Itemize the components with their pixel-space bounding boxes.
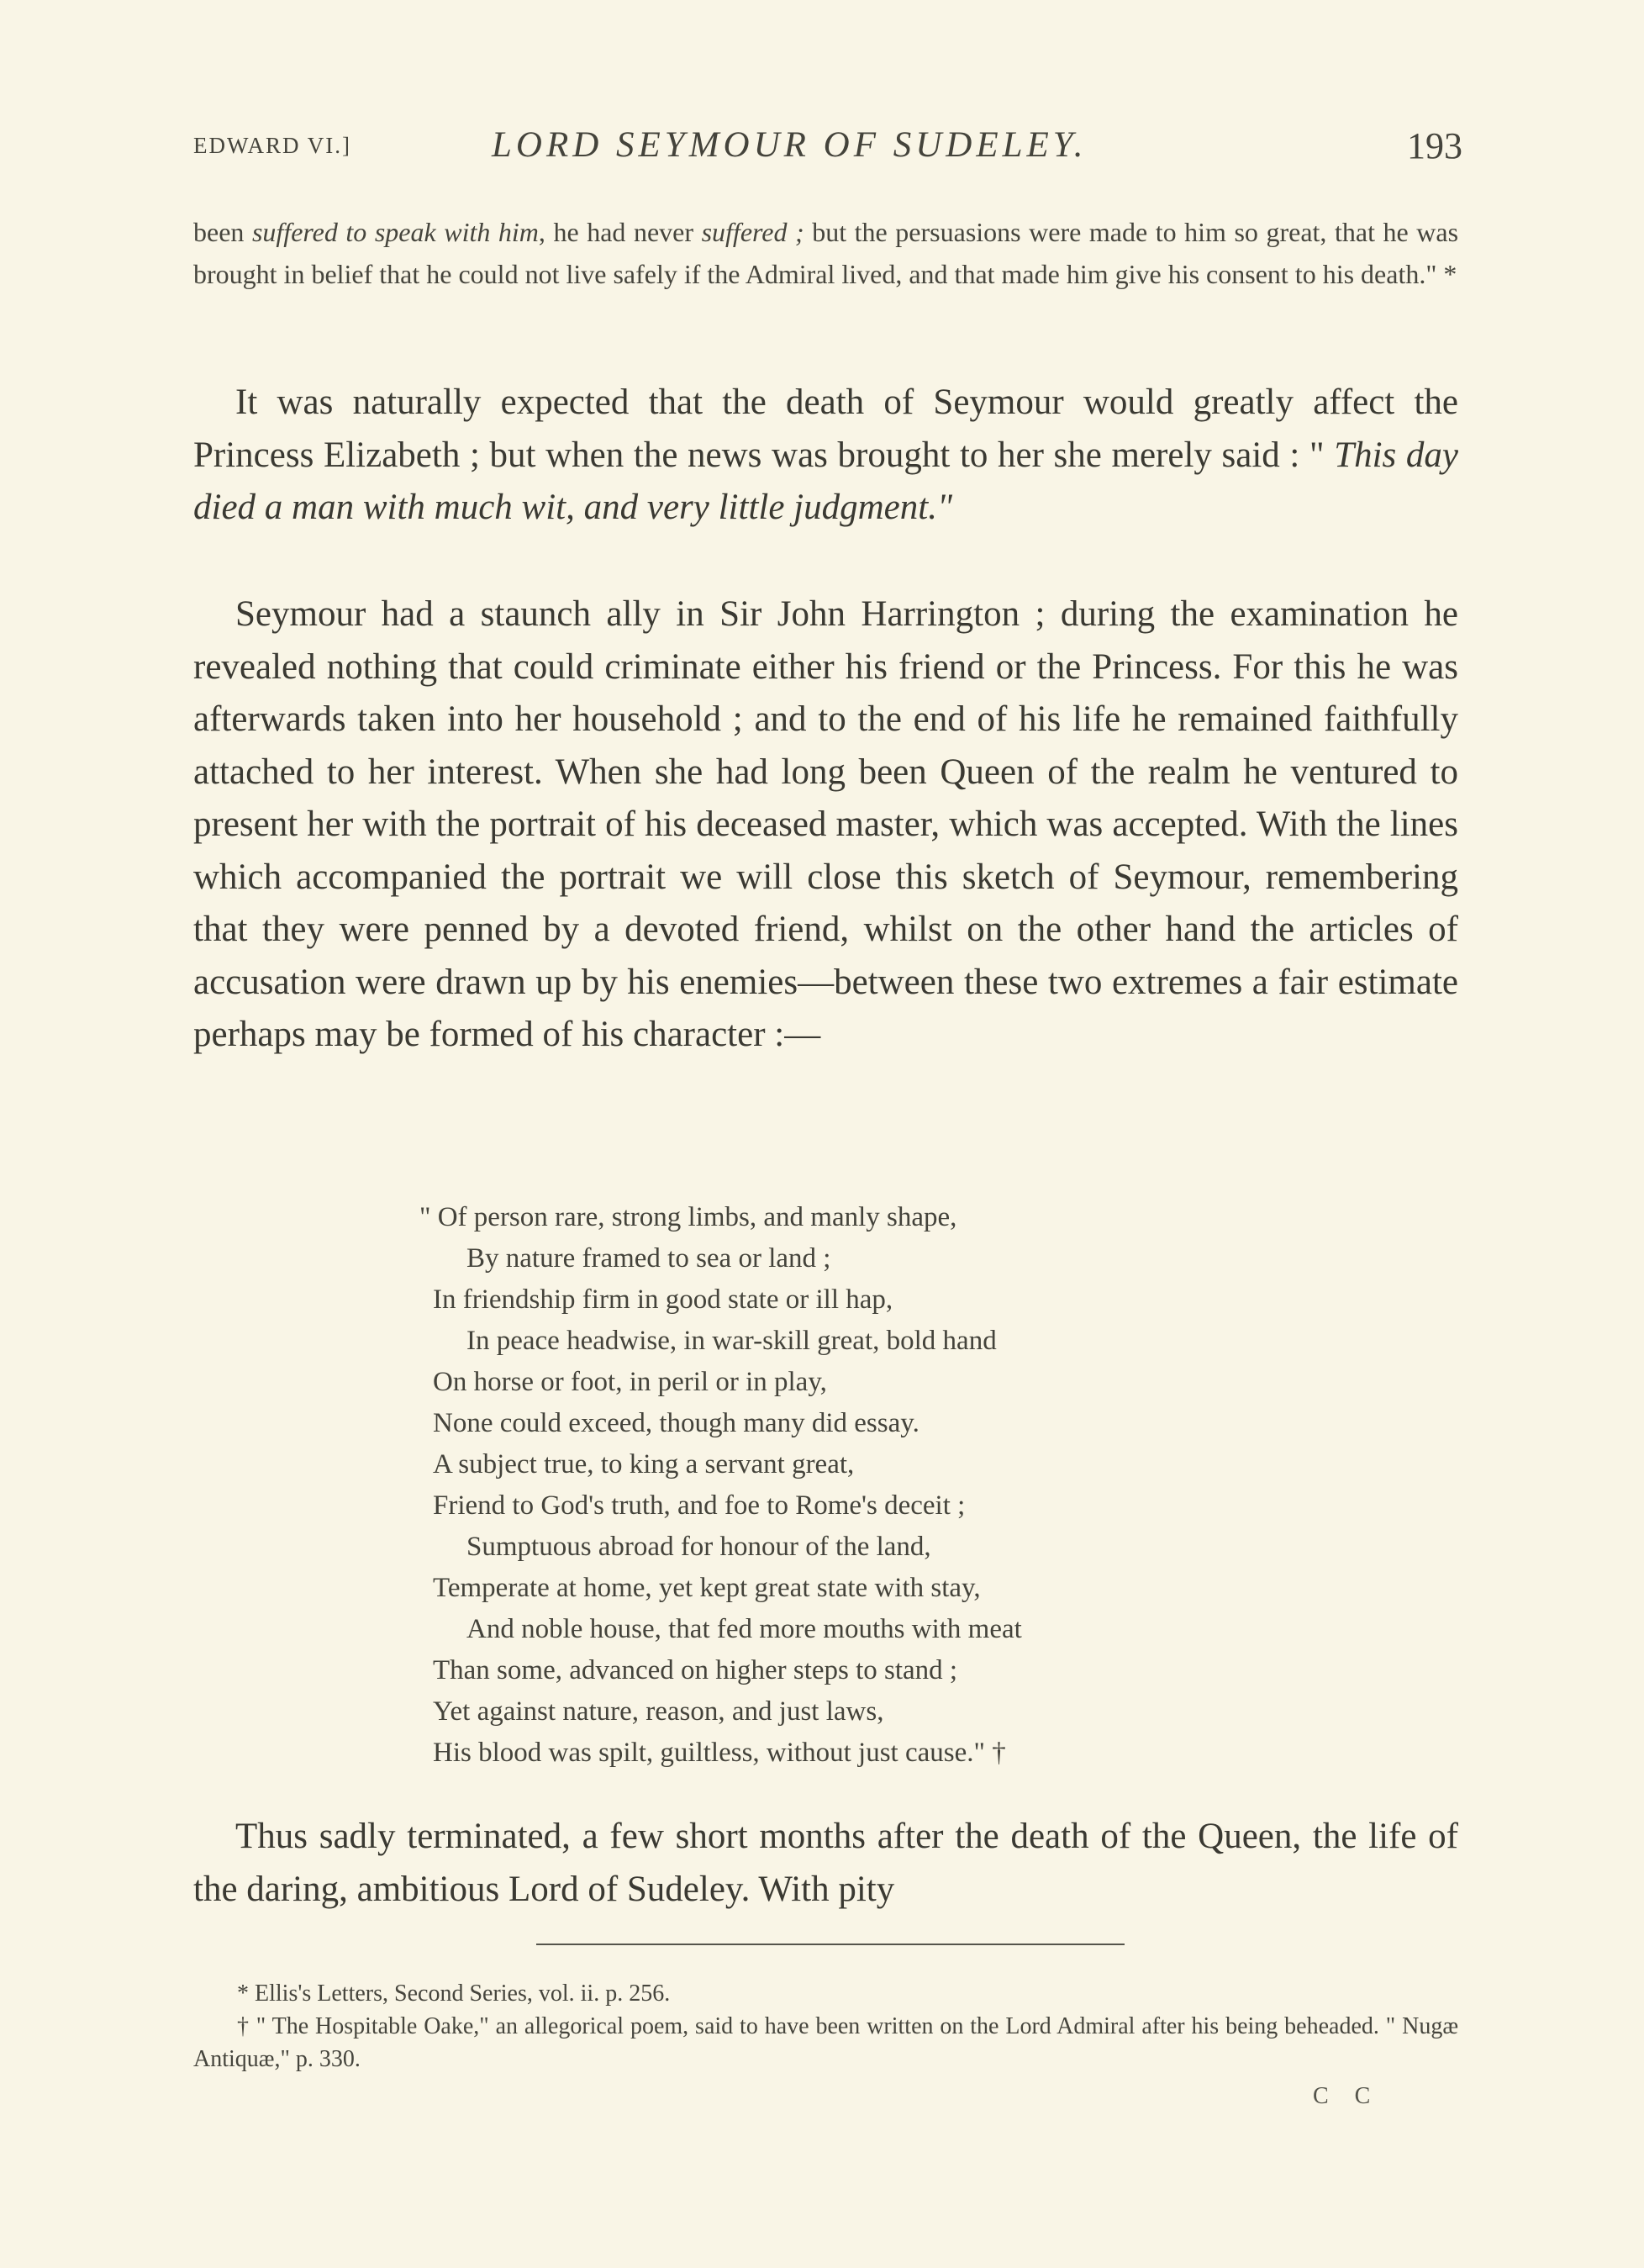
- paragraph-elizabeth-reaction: [193, 377, 1458, 535]
- paragraph-harrington: [193, 588, 1458, 1062]
- footnotes: [193, 1977, 1458, 2075]
- paragraph-conclusion: [193, 1811, 1458, 1916]
- paragraph-text: [193, 377, 1458, 535]
- poem-line: " Of person rare, strong limbs, and manly shape,: [419, 1202, 957, 1232]
- italic-quote-segment: This day died a man with much wit, and very little judgment.": [193, 435, 1458, 527]
- text-segment: Seymour had a staunch ally in Sir John Harrington ; during the examination he revealed nothing that could criminate either his friend or the Princess. For this he was afterwards taken into her household ; and to the end of his life he remained faithfully attached to her interest. When she had long been Queen of the realm he ventured to present her with the portrait of his deceased master, which was accepted. With the lines which accompanied the portrait we will close this sketch of Seymour, remembering that they were penned by a devoted friend, whilst on the other hand the articles of accusation were drawn up by his enemies—between these two extremes a fair estimate perhaps may be formed of his character :—: [193, 594, 1458, 1054]
- text-segment: , he had never: [538, 217, 702, 247]
- running-head-title: LORD SEYMOUR OF SUDELEY.: [492, 125, 1088, 165]
- text-segment: but the persuasions were made to him so great, that he was brought in belief that he could not live safely if the Admiral lived, and that made him give his consent to his death." *: [193, 217, 1459, 289]
- poem-line: A subject true, to king a servant great,: [433, 1449, 855, 1479]
- poem-line: In peace headwise, in war-skill great, bold hand: [466, 1326, 997, 1356]
- signature-mark: C C: [1313, 2083, 1381, 2109]
- poem-line: Friend to God's truth, and foe to Rome's deceit ;: [433, 1490, 966, 1521]
- poem-line: Temperate at home, yet kept great state with stay,: [433, 1573, 981, 1603]
- poem-line: By nature framed to sea or land ;: [466, 1243, 831, 1274]
- page-number: 193: [1407, 125, 1462, 166]
- paragraph-text: [193, 588, 1458, 1062]
- italic-segment: suffered ;: [701, 217, 804, 247]
- poem-line: On horse or foot, in peril or in play,: [433, 1367, 827, 1397]
- poem-line: None could exceed, though many did essay.: [433, 1408, 919, 1438]
- poem-line: His blood was spilt, guiltless, without just cause." †: [433, 1738, 1006, 1768]
- poem-line: In friendship firm in good state or ill hap,: [433, 1284, 893, 1315]
- quoted-passage-text: [193, 212, 1458, 295]
- text-segment: It was naturally expected that the death of Seymour would greatly affect the Princess Elizabeth ; but when the news was brought to her she merely said : ": [193, 382, 1458, 475]
- text-segment: been: [193, 217, 252, 247]
- text-segment: Thus sadly terminated, a few short months after the death of the Queen, the life of the daring, ambitious Lord of Sudeley. With pity: [193, 1817, 1458, 1909]
- poem-line: Yet against nature, reason, and just laws,: [433, 1696, 884, 1727]
- running-head: [193, 124, 1462, 175]
- quoted-passage-continuation: [193, 212, 1458, 295]
- poem-block: [419, 1197, 1273, 1774]
- footnote-dagger: † " The Hospitable Oake," an allegorical poem, said to have been written on the Lord Admiral after his being beheaded. " Nugæ Antiquæ," p. 330.: [193, 2013, 1458, 2072]
- footnote-asterisk: * Ellis's Letters, Second Series, vol. ii. p. 256.: [237, 1981, 671, 2007]
- poem-line: Than some, advanced on higher steps to stand ;: [433, 1655, 958, 1685]
- running-head-reign: EDWARD VI.]: [193, 133, 351, 158]
- footnote-divider: [536, 1944, 1125, 1945]
- paragraph-text: [193, 1811, 1458, 1916]
- italic-segment: suffered to speak with him: [251, 217, 539, 247]
- poem-line: And noble house, that fed more mouths with meat: [466, 1614, 1022, 1644]
- poem-line: Sumptuous abroad for honour of the land,: [466, 1532, 931, 1562]
